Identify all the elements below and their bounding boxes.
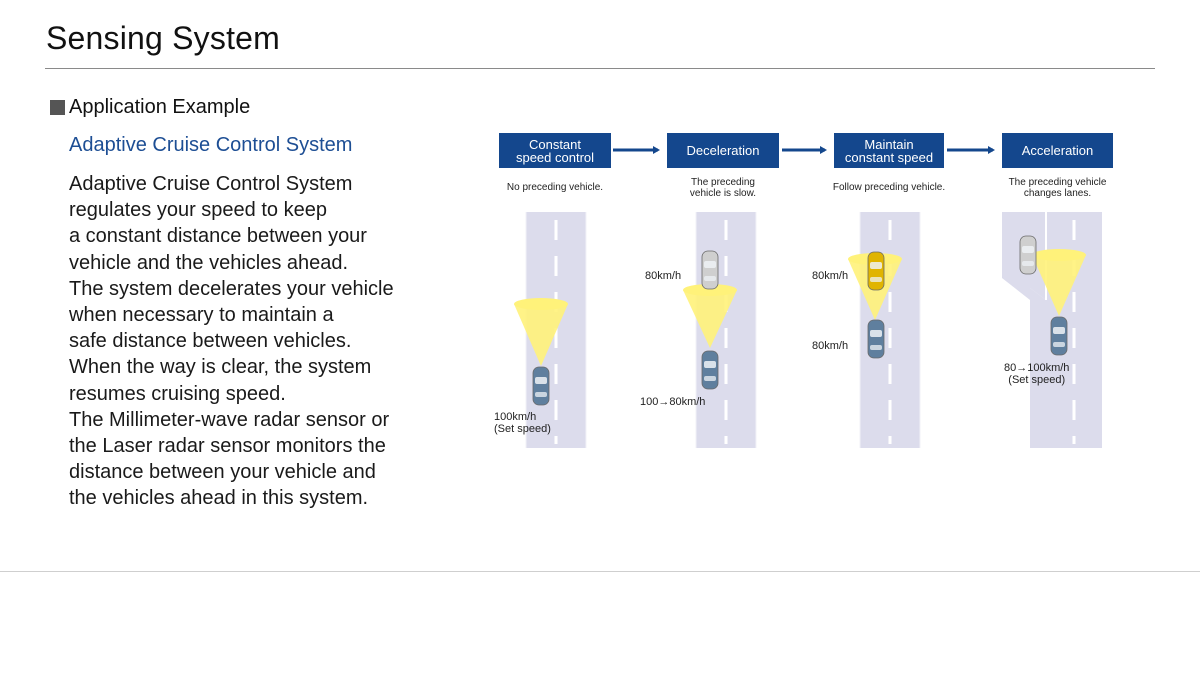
description-line: distance between your vehicle and [69,461,376,484]
page-title: Sensing System [46,20,281,56]
speed-label-line: 100→80km/h [640,396,706,408]
stage-box [499,133,611,168]
own-vehicle-windshield [1053,327,1065,334]
speed-label-line: 80→100km/h [1004,362,1070,374]
description-line: the vehicles ahead in this system. [69,487,369,510]
own-vehicle-rear-window [1053,342,1065,347]
description-line: regulates your speed to keep [69,199,327,222]
speed-label [494,411,551,435]
preceding-vehicle-body [702,251,718,289]
preceding-vehicle-rear-window [704,276,716,281]
description-line: Adaptive Cruise Control System [69,173,353,195]
stage-box [834,133,944,168]
own-vehicle [533,367,549,405]
stage-box-line: constant speed [844,149,934,165]
stage-box [667,133,779,168]
preceding-vehicle-rear-window [870,277,882,282]
own-vehicle [868,320,884,358]
own-vehicle-rear-window [870,345,882,350]
stage-caption-line: vehicle is slow. [689,188,757,199]
stage-box-line: Acceleration [1021,143,1094,158]
own-vehicle [702,351,718,389]
preceding-vehicle-windshield [704,261,716,268]
speed-label-line: 80km/h [645,270,682,282]
speed-label [640,396,705,408]
speed-label-line: (Set speed) [494,423,551,435]
own-vehicle-rear-window [535,392,547,397]
own-vehicle-windshield [870,330,882,337]
description-line: The system decelerates your vehicle [69,277,394,300]
stage-box-line: Constant [528,136,582,152]
own-vehicle [1051,317,1067,355]
stage-box-line: speed control [515,149,595,165]
preceding-vehicle [702,251,718,289]
section-heading-label: Application Example [69,96,251,118]
stage-caption-line: changes lanes. [1023,188,1092,199]
description-line: a constant distance between your [69,225,367,248]
description-line: when necessary to maintain a [69,304,334,327]
preceding-vehicle-rear-window [1022,261,1034,266]
own-vehicle-windshield [535,377,547,384]
speed-label-line: 100km/h [494,411,537,423]
preceding-vehicle [1020,236,1036,274]
description-line: safe distance between vehicles. [69,330,352,353]
own-vehicle-body [1051,317,1067,355]
radar-beam-edge [1032,249,1086,261]
footer-divider [0,571,1200,572]
radar-beam-edge [514,298,568,310]
speed-label [645,270,681,282]
preceding-vehicle-body [868,252,884,290]
preceding-vehicle-body [1020,236,1036,274]
stage-caption-line: The preceding vehicle [1008,177,1107,188]
description-line: When the way is clear, the system [69,356,372,379]
speed-label-line: 80km/h [812,270,849,282]
speed-label [812,270,848,282]
own-vehicle-body [702,351,718,389]
speed-label [812,340,848,352]
preceding-vehicle-windshield [870,262,882,269]
own-vehicle-windshield [704,361,716,368]
stage-caption [982,177,1133,199]
stage-box [1002,133,1113,168]
section-subtitle: Adaptive Cruise Control System [69,134,353,156]
description-line: vehicle and the vehicles ahead. [69,251,349,274]
stage-caption [814,182,964,193]
own-vehicle-rear-window [704,376,716,381]
speed-label-line: (Set speed) [1008,374,1066,386]
stage-box-line: Deceleration [686,143,760,158]
stage-box-line: Maintain [864,136,914,152]
own-vehicle-body [868,320,884,358]
own-vehicle-body [533,367,549,405]
speed-label-line: 80km/h [812,340,849,352]
stage-caption-line: No preceding vehicle. [506,182,604,193]
preceding-vehicle-windshield [1022,246,1034,253]
speed-label [1004,362,1069,386]
description-line: resumes cruising speed. [69,382,286,405]
description-line: the Laser radar sensor monitors the [69,435,386,458]
description-line: The Millimeter-wave radar sensor or [69,408,390,431]
preceding-vehicle [868,252,884,290]
stage-caption [647,177,799,199]
stage-caption-line: Follow preceding vehicle. [832,182,946,193]
stage-caption-line: The preceding [691,177,755,188]
stage-caption [479,182,631,193]
